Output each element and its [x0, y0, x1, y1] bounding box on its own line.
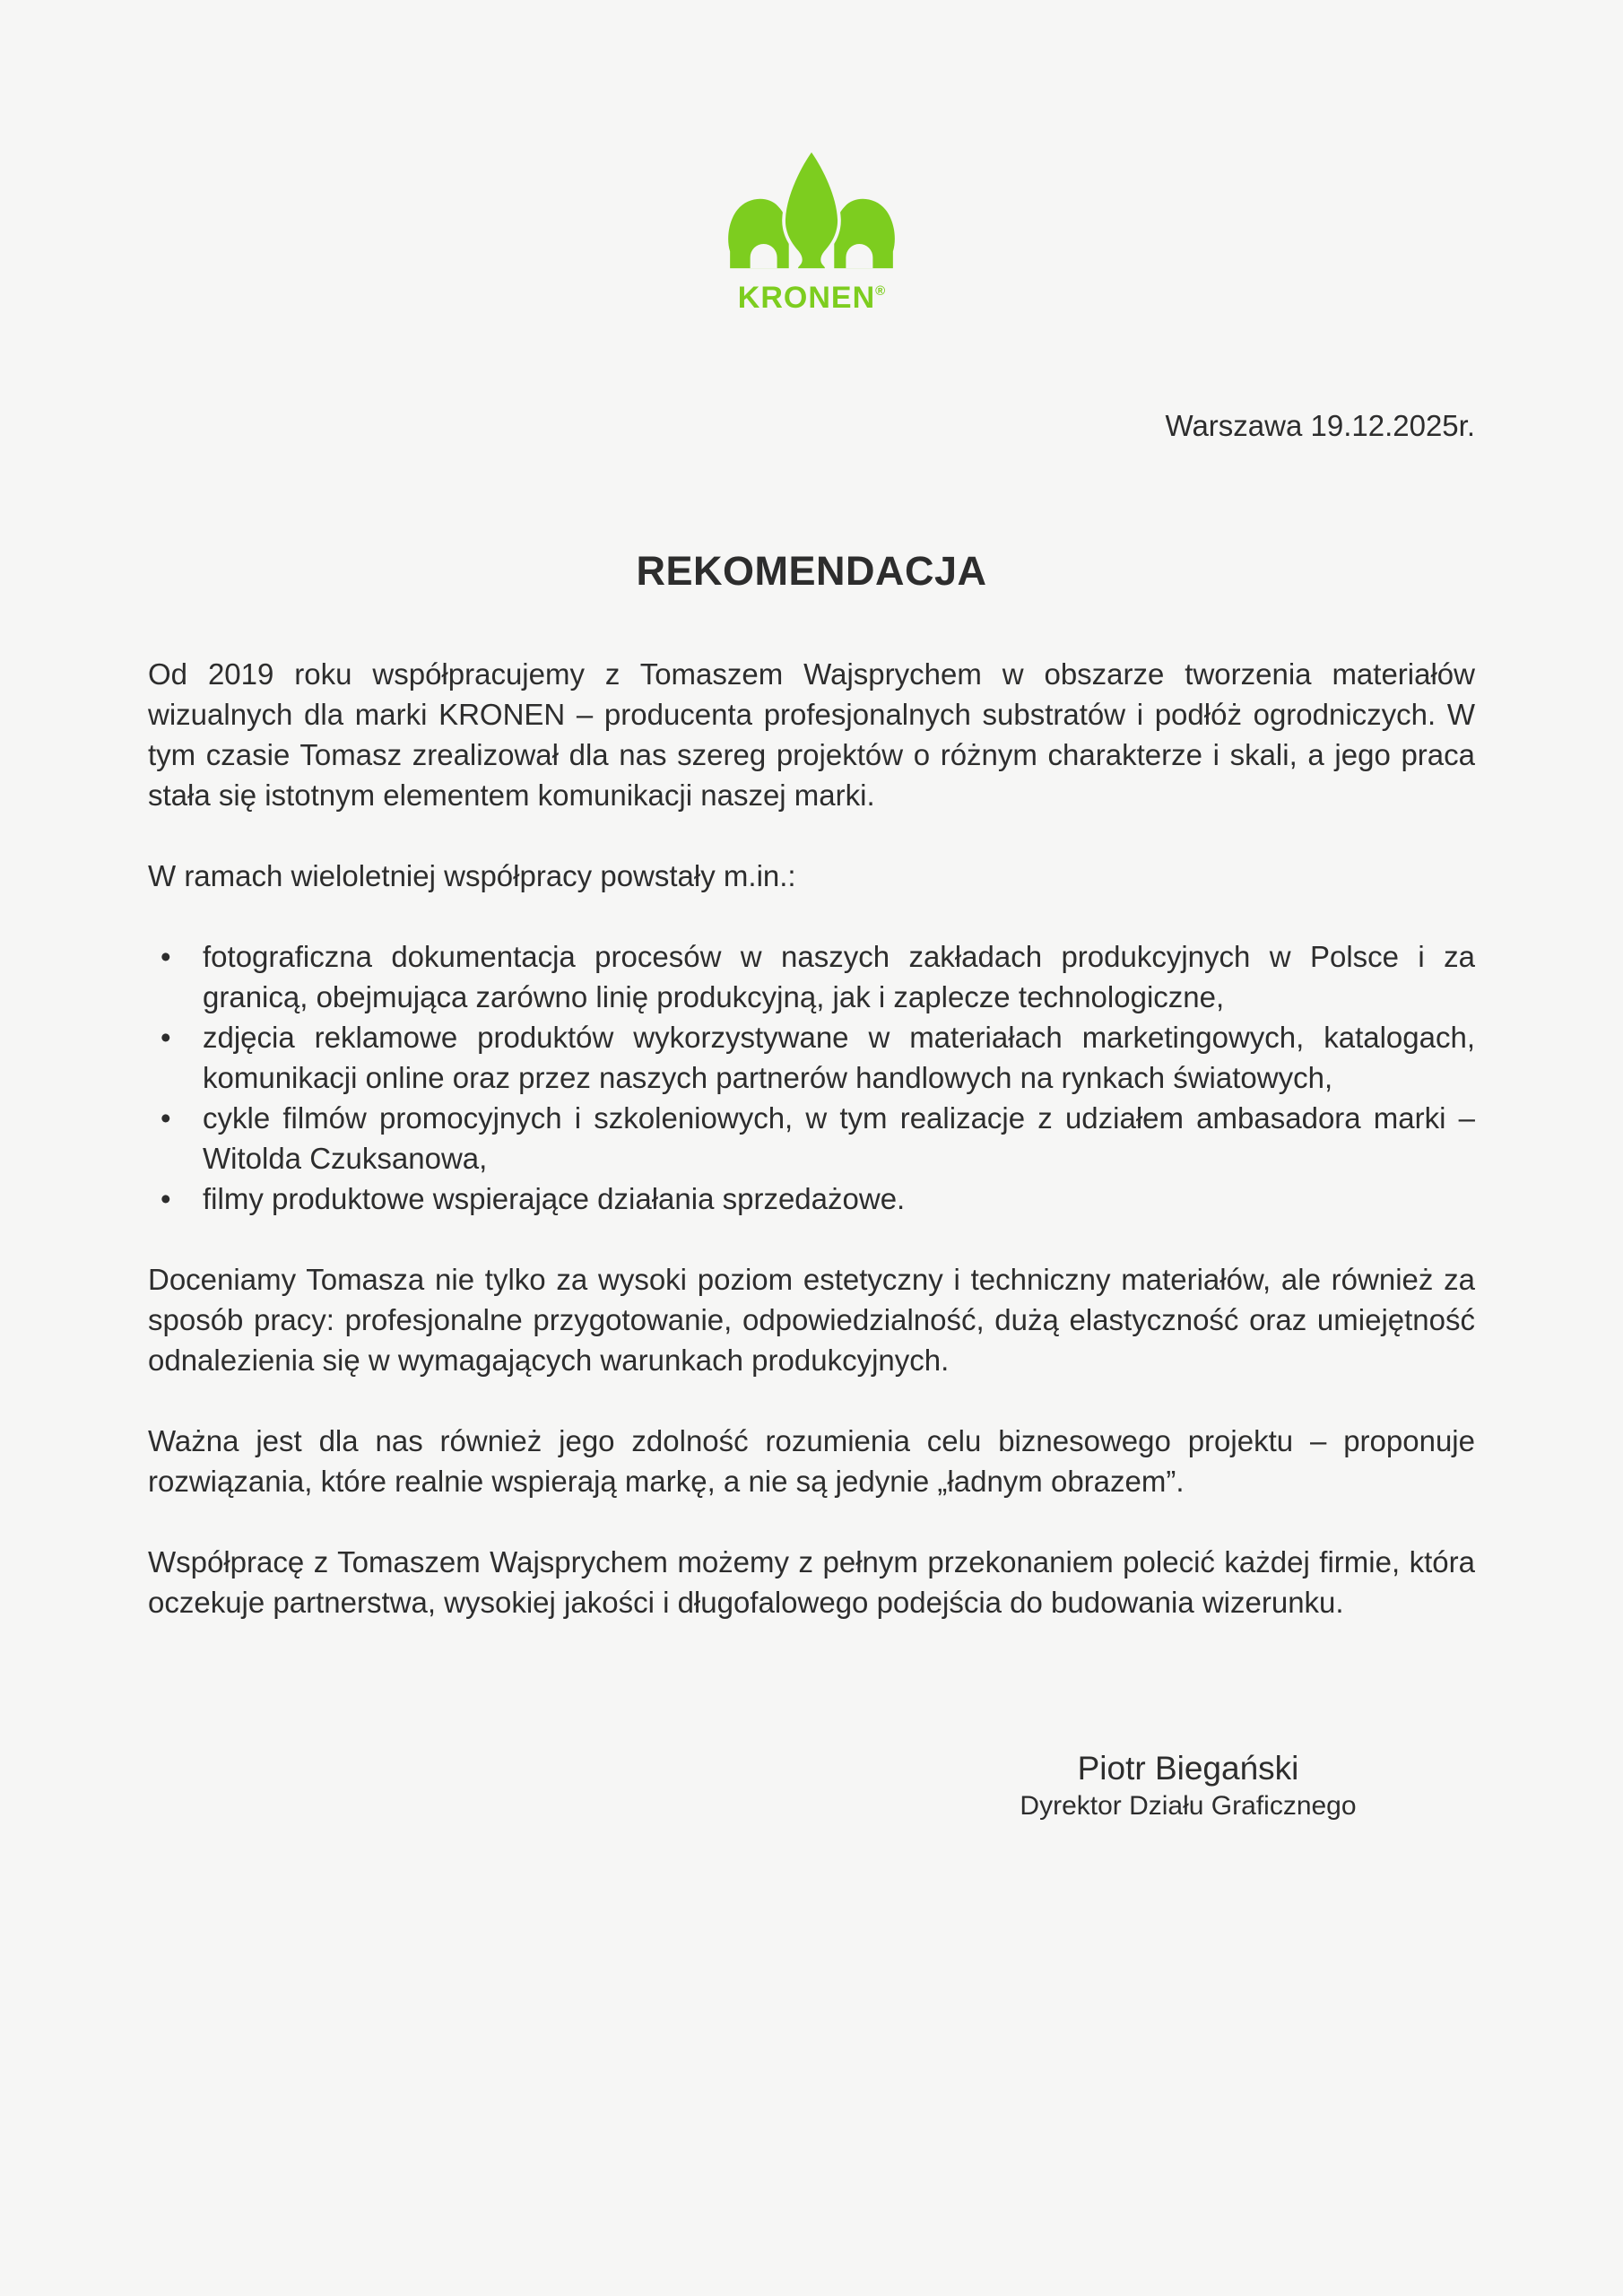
deliverables-list [148, 936, 1475, 1219]
signature-block [955, 1748, 1421, 1823]
paragraph-appreciation: Doceniamy Tomasza nie tylko za wysoki poziom estetyczny i techniczny materiałów, ale również za sposób pracy: profesjonalne przygotowanie, odpowiedzialność, dużą elastyczność oraz umiejętność odnalezienia się w wymagających warunkach produkcyjnych. [148, 1263, 1475, 1377]
brand-wordmark [148, 274, 1475, 316]
brand-name: KRONEN [737, 281, 876, 315]
page-title: REKOMENDACJA [636, 548, 987, 594]
letter-body [148, 654, 1475, 1622]
list-intro: W ramach wieloletniej współpracy powstały m.in.: [148, 859, 796, 892]
signature-role: Dyrektor Działu Graficznego [1020, 1791, 1357, 1821]
signature-name: Piotr Biegański [1077, 1750, 1299, 1787]
list-item: • fotograficzna dokumentacja procesów w naszych zakładach produkcyjnych w Polsce i za granicą, obejmująca zarówno linię produkcyjną, jak i zaplecze technologiczne, [203, 936, 1475, 1017]
list-item: • cykle filmów promocyjnych i szkoleniowych, w tym realizacje z udziałem ambasadora marki – Witolda Czuksanowa, [203, 1098, 1475, 1178]
paragraph-intro: Od 2019 roku współpracujemy z Tomaszem Wajsprychem w obszarze tworzenia materiałów wizualnych dla marki KRONEN – producenta profesjonalnych substratów i podłóż ogrodniczych. W tym czasie Tomasz zrealizował dla nas szereg projektów o różnym charakterze i skali, a jego praca stała się istotnym elementem komunikacji naszej marki. [148, 657, 1475, 812]
registered-trademark-symbol: ® [875, 283, 886, 299]
paragraph-business: Ważna jest dla nas również jego zdolność rozumienia celu biznesowego projektu – proponuje rozwiązania, które realnie wspierają markę, a nie są jedynie „ładnym obrazem”. [148, 1424, 1475, 1498]
logo-central-leaf [785, 152, 838, 268]
date-line: Warszawa 19.12.2025r. [1165, 409, 1475, 442]
list-item: • zdjęcia reklamowe produktów wykorzystywane w materiałach marketingowych, katalogach, komunikacji online oraz przez naszych partnerów handlowych na rynkach światowych, [203, 1017, 1475, 1098]
kronen-logo [148, 0, 1475, 316]
list-item: • filmy produktowe wspierające działania sprzedażowe. [203, 1178, 1475, 1219]
paragraph-closing: Współpracę z Tomaszem Wajsprychem możemy z pełnym przekonaniem polecić każdej firmie, która oczekuje partnerstwa, wysokiej jakości i długofalowego podejścia do budowania wizerunku. [148, 1545, 1475, 1619]
fleur-de-lis-leaf-icon [727, 151, 896, 270]
